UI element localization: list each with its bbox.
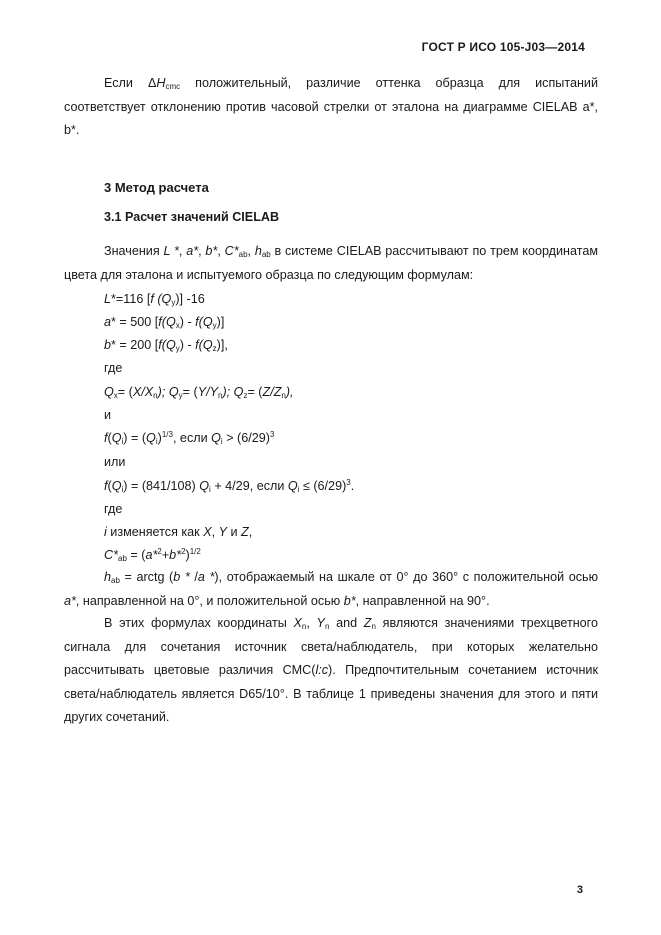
hab-sub: ab <box>111 576 120 585</box>
f-text: )] <box>216 315 225 329</box>
i-varies-line <box>104 525 252 539</box>
q-text: ); <box>222 385 234 399</box>
hab-b: b* <box>343 593 356 608</box>
f-sub: x <box>175 321 180 330</box>
fq-Q: Q <box>199 479 210 493</box>
i-text: изменяется как <box>106 525 204 539</box>
fq-text: ≤ (6/29) <box>299 479 347 493</box>
hab-text: = arctg ( <box>119 570 174 584</box>
fq-sup: 3 <box>346 478 351 487</box>
section-title: 3 Метод расчета <box>104 180 209 195</box>
q-ratio: X/X <box>132 385 154 399</box>
f-sub: z <box>212 344 217 353</box>
fq-sub: i <box>220 437 223 446</box>
fq-Q: Q <box>287 479 298 493</box>
c-sup: 1/2 <box>189 547 201 556</box>
q-symbol: Q <box>168 385 179 399</box>
final-text: ). Предпочтительным сочетанием источник света/наблюдатель является D65/10°. В таблице 1 приведены значения для этого и пяти других сочетаний. <box>64 663 598 724</box>
hab-h: h <box>104 570 112 584</box>
c-sup: 2 <box>157 547 162 556</box>
hab-text: / <box>189 570 198 584</box>
fq-Q: Q <box>111 479 122 493</box>
fq-sub: i <box>209 485 211 494</box>
and-label: и <box>104 408 112 422</box>
fq-text: ) <box>157 431 162 445</box>
symbol-C: C* <box>224 244 239 258</box>
q-sub: n <box>218 391 223 400</box>
q-sub: y <box>178 391 183 400</box>
symbol-b: b* <box>205 244 218 258</box>
final-text: В этих формулах координаты <box>104 616 294 630</box>
i-Z: Z <box>241 525 249 539</box>
f-text: ) - <box>179 338 196 352</box>
f-text: ) - <box>179 315 196 329</box>
final-lc: l:c <box>315 663 329 677</box>
c-b: b* <box>169 548 182 562</box>
where-label-1: где <box>104 361 123 375</box>
final-Y: Y <box>316 616 325 630</box>
intro-h-symbol: H <box>156 76 166 90</box>
intro-text-a: Если Δ <box>104 76 157 90</box>
f-func: f (Q <box>150 292 172 306</box>
hab-text: ), отображаемый на шкале от 0° до 360° с положительной осью <box>214 570 599 584</box>
f-sub: y <box>175 344 180 353</box>
f-text: * = 500 [ <box>111 315 159 329</box>
q-sub: z <box>243 391 248 400</box>
final-text: , <box>306 616 317 630</box>
q-sub: n <box>281 391 286 400</box>
q-text: ), <box>285 385 294 399</box>
formula-a <box>104 315 224 329</box>
formula-Q <box>104 385 294 399</box>
f-text: )] -16 <box>175 292 205 306</box>
fq-text: ) = (841/108) <box>123 479 200 493</box>
formula-b <box>104 338 228 352</box>
symbol-a: a* <box>186 244 199 258</box>
f-text: )], <box>216 338 228 352</box>
standard-header: ГОСТ Р ИСО 105-J03—2014 <box>421 40 585 54</box>
f-text: *=116 [ <box>111 292 151 306</box>
final-Z: Z <box>363 616 372 630</box>
fq-sup: 3 <box>269 430 275 439</box>
hab-a: a * <box>197 570 215 584</box>
values-text-2: в системе CIELAB рассчитывают по трем координатам цвета для эталона и испытуемого образца по следующим формулам: <box>64 244 599 282</box>
q-ratio: Y/Y <box>197 385 218 399</box>
c-text: = ( <box>126 548 146 562</box>
symbol-h: h <box>254 244 262 258</box>
fq-Q: Q <box>146 431 156 445</box>
i-Y: Y <box>218 525 227 539</box>
fq-text: ( <box>107 431 112 445</box>
c-a: a* <box>145 548 158 562</box>
i-symbol: i <box>104 525 107 539</box>
formula-C <box>104 548 201 562</box>
hab-text: , направленной на 0°, и положительной осью <box>75 593 344 608</box>
comma: , <box>247 244 255 258</box>
f-b: b <box>104 338 112 352</box>
final-sub: n <box>324 622 330 631</box>
q-text: = ( <box>247 385 263 399</box>
q-symbol: Q <box>233 385 244 399</box>
comma: , <box>198 244 206 258</box>
c-text: ) <box>185 548 190 562</box>
f-sub: y <box>171 298 176 307</box>
fq-f: f <box>104 479 108 493</box>
fq-Q: Q <box>211 431 221 445</box>
intro-paragraph <box>64 72 598 143</box>
subsection-title: 3.1 Расчет значений CIELAB <box>104 210 280 224</box>
q-sub: x <box>113 391 118 400</box>
comma: , <box>178 244 187 258</box>
f-func: f(Q <box>195 315 213 329</box>
values-paragraph <box>64 240 598 287</box>
q-sub: n <box>153 391 158 400</box>
symbol-L: L * <box>163 244 179 258</box>
q-symbol: Q <box>104 385 114 399</box>
where-label-2: где <box>104 502 123 516</box>
values-text-1: Значения <box>104 244 164 258</box>
fq-sup: 1/3 <box>161 430 173 439</box>
f-sub: y <box>212 321 217 330</box>
symbol-C-sub: ab <box>238 250 248 259</box>
hab-a: a* <box>64 593 76 608</box>
or-label: или <box>104 455 126 469</box>
final-text: являются значениями трехцветного сигнала для сочетания источник света/наблюдатель, при которых желательно рассчитывать цветовые различия CMC( <box>64 616 599 677</box>
fq-sub: i <box>297 485 300 494</box>
hab-paragraph <box>64 566 598 613</box>
final-sub: n <box>301 622 307 631</box>
fq-text: ( <box>107 479 112 493</box>
q-text: ); <box>157 385 169 399</box>
page-number: 3 <box>576 884 583 896</box>
fq-text: + 4/29, если <box>210 479 288 493</box>
i-text: , <box>211 525 219 539</box>
fq-text: , если <box>172 431 212 445</box>
fq-text: . <box>350 479 355 493</box>
fq-text: ) = ( <box>123 431 147 445</box>
final-X: X <box>293 616 302 630</box>
fq-sub: i <box>155 437 158 446</box>
formula-fQ-1 <box>104 431 274 445</box>
intro-text-b: положительный, различие оттенка образца для испытаний соответствует отклонению против часовой стрелки от эталона на диаграмме CIELAB a*, b*. <box>64 76 598 137</box>
f-func: f(Q <box>158 315 176 329</box>
symbol-h-sub: ab <box>261 250 271 259</box>
i-X: X <box>203 525 212 539</box>
hab-text: , направленной на 90°. <box>355 593 490 608</box>
i-text: и <box>227 525 242 539</box>
f-a: a <box>104 315 112 329</box>
c-text: + <box>161 548 170 562</box>
i-text: , <box>248 525 253 539</box>
f-L: L <box>104 292 112 306</box>
comma: , <box>217 244 225 258</box>
final-sub: n <box>371 622 376 631</box>
final-paragraph <box>64 612 598 730</box>
f-text: * = 200 [ <box>111 338 159 352</box>
f-func: f(Q <box>158 338 176 352</box>
formula-fQ-2 <box>104 479 354 493</box>
q-text: = ( <box>117 385 133 399</box>
fq-sub: i <box>121 485 124 494</box>
c-sup: 2 <box>181 547 186 556</box>
fq-text: > (6/29) <box>222 431 270 445</box>
final-text: and <box>329 616 364 630</box>
c-sub: ab <box>118 554 127 563</box>
formula-L <box>104 292 205 306</box>
fq-Q: Q <box>111 431 122 445</box>
fq-f: f <box>104 431 108 445</box>
q-ratio: Z/Z <box>262 385 282 399</box>
q-text: = ( <box>182 385 198 399</box>
c-symbol: C* <box>104 548 118 562</box>
f-func: f(Q <box>195 338 213 352</box>
intro-cmc-subscript: cmc <box>165 82 181 91</box>
fq-sub: i <box>121 437 124 446</box>
hab-b: b * <box>173 570 190 584</box>
